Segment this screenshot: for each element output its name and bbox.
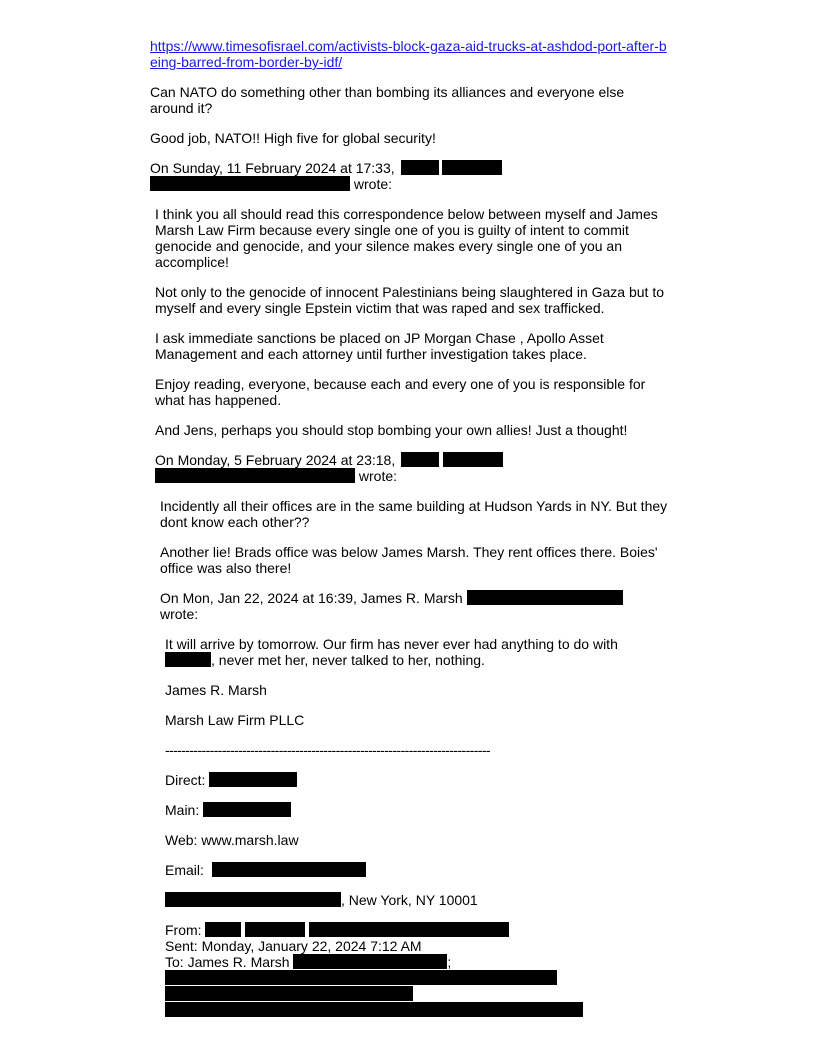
signature-address (165, 892, 670, 908)
intro-paragraph: Can NATO do something other than bombing its alliances and everyone else around it? (150, 84, 625, 116)
redaction (309, 922, 509, 937)
signature-web: Web: www.marsh.law (165, 832, 299, 848)
signature-firm: Marsh Law Firm PLLC (165, 712, 305, 728)
to-label: To: James R. Marsh (165, 954, 290, 970)
email-thread (150, 38, 670, 1018)
quote-paragraph: Not only to the genocide of innocent Palestinians being slaughtered in Gaza but to myself and every single Epstein victim that was raped and sex trafficked. (155, 284, 665, 316)
header-prefix: On Mon, Jan 22, 2024 at 16:39, James R. Marsh (160, 590, 463, 606)
sent-line: Sent: Monday, January 22, 2024 7:12 AM (165, 938, 422, 954)
quoted-message (155, 206, 670, 1018)
header-prefix: On Monday, 5 February 2024 at 23:18, (155, 452, 396, 468)
header-suffix: wrote: (160, 606, 199, 622)
signature-divider: -------------------------------------------------------------------------------- (165, 742, 490, 758)
quote-text: , never met her, never talked to her, nothing. (211, 652, 485, 668)
quoted-message (165, 636, 670, 1018)
quoted-message (160, 498, 670, 1018)
redaction (203, 802, 291, 817)
redaction (209, 772, 297, 787)
redaction (165, 970, 557, 985)
redaction (401, 452, 439, 467)
quote-paragraph: I think you all should read this correspondence below between myself and James Marsh Law Firm because every single one of you is guilty of intent to commit genocide and genocide, and your silence makes every single one of you an accomplice! (155, 206, 658, 270)
redaction (155, 468, 355, 483)
redaction (401, 160, 439, 175)
quote-text: It will arrive by tomorrow. Our firm has never ever had anything to do with (165, 636, 618, 652)
quote-header (155, 452, 670, 484)
quote-paragraph: Another lie! Brads office was below James Marsh. They rent offices there. Boies' office was also there! (160, 544, 658, 576)
redaction (442, 160, 502, 175)
address-text: , New York, NY 10001 (341, 892, 478, 908)
redaction (165, 652, 211, 667)
email-label: Email: (165, 862, 204, 878)
header-prefix: On Sunday, 11 February 2024 at 17:33, (150, 160, 395, 176)
quote-paragraph: Enjoy reading, everyone, because each and every one of you is responsible for what has happened. (155, 376, 646, 408)
redaction (212, 862, 366, 877)
direct-label: Direct: (165, 772, 206, 788)
to-end: ; (447, 954, 452, 970)
signature-main (165, 802, 670, 818)
redaction (165, 986, 413, 1001)
redaction (165, 892, 341, 907)
quote-paragraph: Incidently all their offices are in the same building at Hudson Yards in NY. But they dont know each other?? (160, 498, 668, 530)
redaction (443, 452, 503, 467)
intro-paragraph: Good job, NATO!! High five for global security! (150, 130, 436, 146)
from-label: From: (165, 922, 202, 938)
signature-direct (165, 772, 670, 788)
quote-paragraph: I ask immediate sanctions be placed on JP Morgan Chase , Apollo Asset Management and each attorney until further investigation takes place. (155, 330, 604, 362)
redaction (150, 176, 350, 191)
signature-name: James R. Marsh (165, 682, 267, 698)
redaction (165, 1002, 583, 1017)
redaction (245, 922, 305, 937)
header-suffix: wrote: (358, 468, 398, 484)
quote-header (160, 590, 670, 622)
quote-paragraph (165, 636, 670, 668)
header-suffix: wrote: (353, 176, 393, 192)
redaction (205, 922, 241, 937)
main-label: Main: (165, 802, 200, 818)
redaction (467, 590, 623, 605)
signature-email (165, 862, 670, 878)
forward-header (165, 922, 670, 1018)
quote-paragraph: And Jens, perhaps you should stop bombing your own allies! Just a thought! (155, 422, 628, 438)
article-link[interactable]: https://www.timesofisrael.com/activists-block-gaza-aid-trucks-at-ashdod-port-after-being-barred-from-border-by-idf/ (150, 38, 667, 70)
quote-header (150, 160, 670, 192)
redaction (293, 954, 447, 969)
